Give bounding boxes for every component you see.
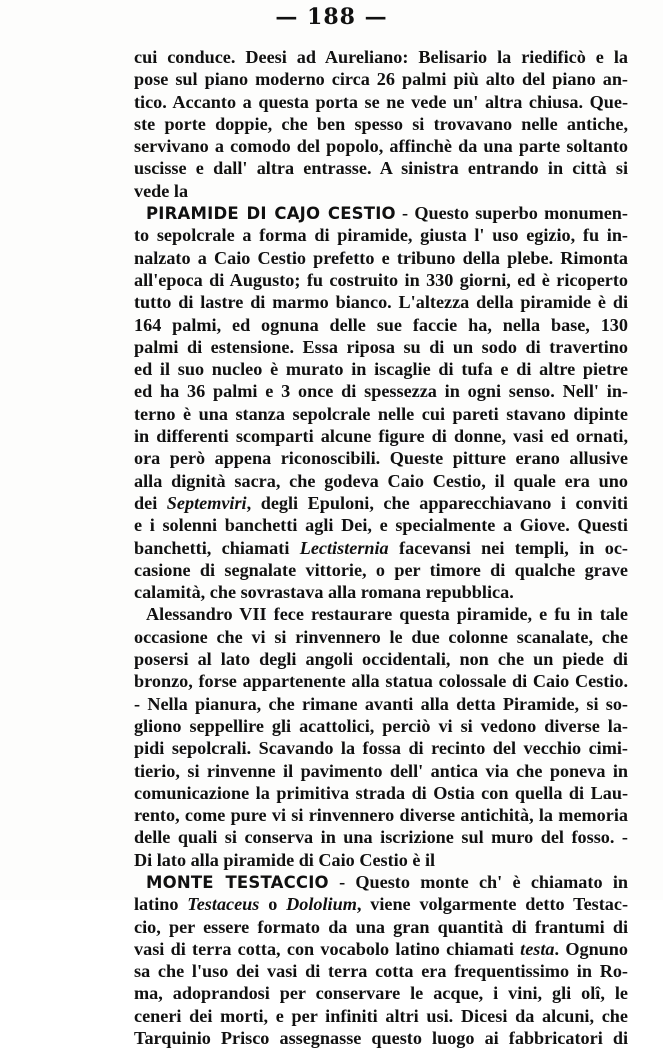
- text-line: [134, 537, 628, 559]
- text-line: delle quali si conserva in una iscrizione sul muro del fosso. -: [134, 827, 628, 848]
- text-line: pose sul piano moderno circa 26 palmi più alto del piano an-: [134, 69, 628, 90]
- text-line: sa che l'uso dei vasi di terra cotta era frequentissimo in Ro-: [134, 961, 628, 982]
- text-line: pidi sepolcrali. Scavando la fossa di recinto del vecchio cimi-: [134, 738, 628, 759]
- text-run: . Ognuno: [554, 938, 629, 959]
- text-line: ceneri dei morti, e per infiniti altri usi. Dicesi da alcuni, che: [134, 1005, 628, 1026]
- text-line: calamità, che sovrastava alla romana repubblica.: [134, 582, 514, 603]
- text-line: all'epoca di Augusto; fu costruito in 330 giorni, ed è ricoperto: [134, 269, 628, 290]
- text-line: vede la: [134, 180, 189, 201]
- text-line: rento, come pure vi si rinvennero diverse antichità, la memoria: [134, 805, 628, 826]
- text-line: palmi di estensione. Essa riposa su di un sodo di travertino: [134, 336, 628, 357]
- text-line: [134, 893, 628, 915]
- text-run: latino: [134, 894, 188, 915]
- text-line: bronzo, forse appartenente alla statua colossale di Caio Cestio.: [134, 671, 628, 692]
- text-line: ma, adoprandosi per conservare le acque, i vini, gli olî, le: [134, 983, 628, 1004]
- text-run: o: [259, 894, 287, 915]
- paragraph-piramide: [134, 202, 628, 603]
- text-line: gliono seppellire gli acattolici, perciò vi si vedono diverse la-: [134, 715, 628, 736]
- page-body: [134, 46, 628, 1049]
- text-line: casione di segnalate vittorie, o per timore di qualche grave: [134, 559, 628, 580]
- italic-term-testaceus: Testaceus: [187, 894, 260, 915]
- text-run: - Questo superbo monumen-: [395, 203, 628, 224]
- text-line: uscisse e dall' altra entrasse. A sinistra entrando in città si: [134, 158, 628, 179]
- text-line: posersi al lato degli angoli occidentali, non che un piede di: [134, 649, 628, 670]
- text-line: occasione che vi si rinvennero le due colonne scanalate, che: [134, 626, 628, 647]
- text-line: [134, 202, 628, 224]
- text-line: ed il suo nucleo è murato in iscaglie di tufa e di altre pietre: [134, 359, 628, 380]
- italic-term-dololium: Dololium: [286, 894, 357, 915]
- text-line: [134, 871, 628, 893]
- text-line: nalzato a Caio Cestio prefetto e tribuno della plebe. Rimonta: [134, 247, 628, 268]
- text-run: dei: [134, 492, 167, 513]
- text-run: facevansi nei templi, in oc-: [388, 537, 628, 558]
- text-line: ora però appena riconoscibili. Queste pitture erano allusive: [134, 448, 628, 469]
- text-run: - Questo monte ch' è chiamato in: [328, 871, 628, 892]
- text-line: 164 palmi, ed ognuna delle sue faccie ha, nella base, 130: [134, 314, 628, 335]
- paragraph-testaccio: [134, 871, 628, 1049]
- text-line: terno è una stanza sepolcrale nelle cui pareti stavano dipinte: [134, 403, 628, 424]
- text-line: cio, per essere formato da una gran quantità di frantumi di: [134, 916, 628, 937]
- text-line: tierio, si rinvenne il pavimento dell' antica via che poneva in: [134, 760, 628, 781]
- text-line: cui conduce. Deesi ad Aureliano: Belisario la riedificò e la: [134, 47, 628, 67]
- italic-term-testa: testa: [520, 938, 555, 959]
- text-line: [134, 492, 628, 514]
- text-run: , degli Epuloni, che apparecchiavano i conviti: [246, 492, 628, 513]
- paragraph-porta: [134, 46, 628, 202]
- text-line: comunicazione la primitiva strada di Ostia con quella di Lau-: [134, 782, 628, 803]
- text-line: - Nella pianura, che rimane avanti alla detta Piramide, si so-: [134, 693, 628, 714]
- text-run: , viene volgarmente detto Testac-: [356, 894, 629, 915]
- text-line: e i solenni banchetti agli Dei, e specialmente a Giove. Questi: [134, 515, 628, 536]
- italic-term-lectisternia: Lectisternia: [299, 537, 389, 558]
- page-number: — 188 —: [275, 4, 388, 30]
- text-line: alla dignità sacra, che godeva Caio Cestio, il quale era uno: [134, 470, 628, 491]
- text-line: Tarquinio Prisco assegnasse questo luogo ai fabbricatori di: [134, 1028, 628, 1049]
- text-line: tutto di lastre di marmo bianco. L'altezza della piramide è di: [134, 292, 628, 313]
- paragraph-alessandro: [134, 603, 628, 871]
- text-line: [134, 938, 628, 960]
- text-line: ste porte doppie, che ben spesso si trovavano nelle antiche,: [134, 113, 628, 134]
- text-line: servivano a comodo del popolo, affinchè da una parte soltanto: [134, 136, 628, 157]
- section-heading-testaccio: MONTE TESTACCIO: [146, 872, 329, 892]
- italic-term-septemviri: Septemviri: [166, 492, 247, 513]
- text-run: banchetti, chiamati: [134, 537, 300, 558]
- text-line: to sepolcrale a forma di piramide, giusta l' uso egizio, fu in-: [134, 225, 628, 246]
- text-run: vasi di terra cotta, con vocabolo latino chiamati: [134, 938, 521, 959]
- text-line: Alessandro VII fece restaurare questa piramide, e fu in tale: [146, 604, 628, 625]
- text-line: ed ha 36 palmi e 3 once di spessezza in ogni senso. Nell' in-: [134, 381, 628, 402]
- section-heading-piramide: PIRAMIDE DI CAJO CESTIO: [146, 204, 396, 224]
- text-line: Di lato alla piramide di Caio Cestio è il: [134, 849, 436, 870]
- text-line: tico. Accanto a questa porta se ne vede un' altra chiusa. Que-: [134, 91, 628, 112]
- text-line: in differenti scomparti alcune figure di donne, vasi ed ornati,: [134, 426, 628, 447]
